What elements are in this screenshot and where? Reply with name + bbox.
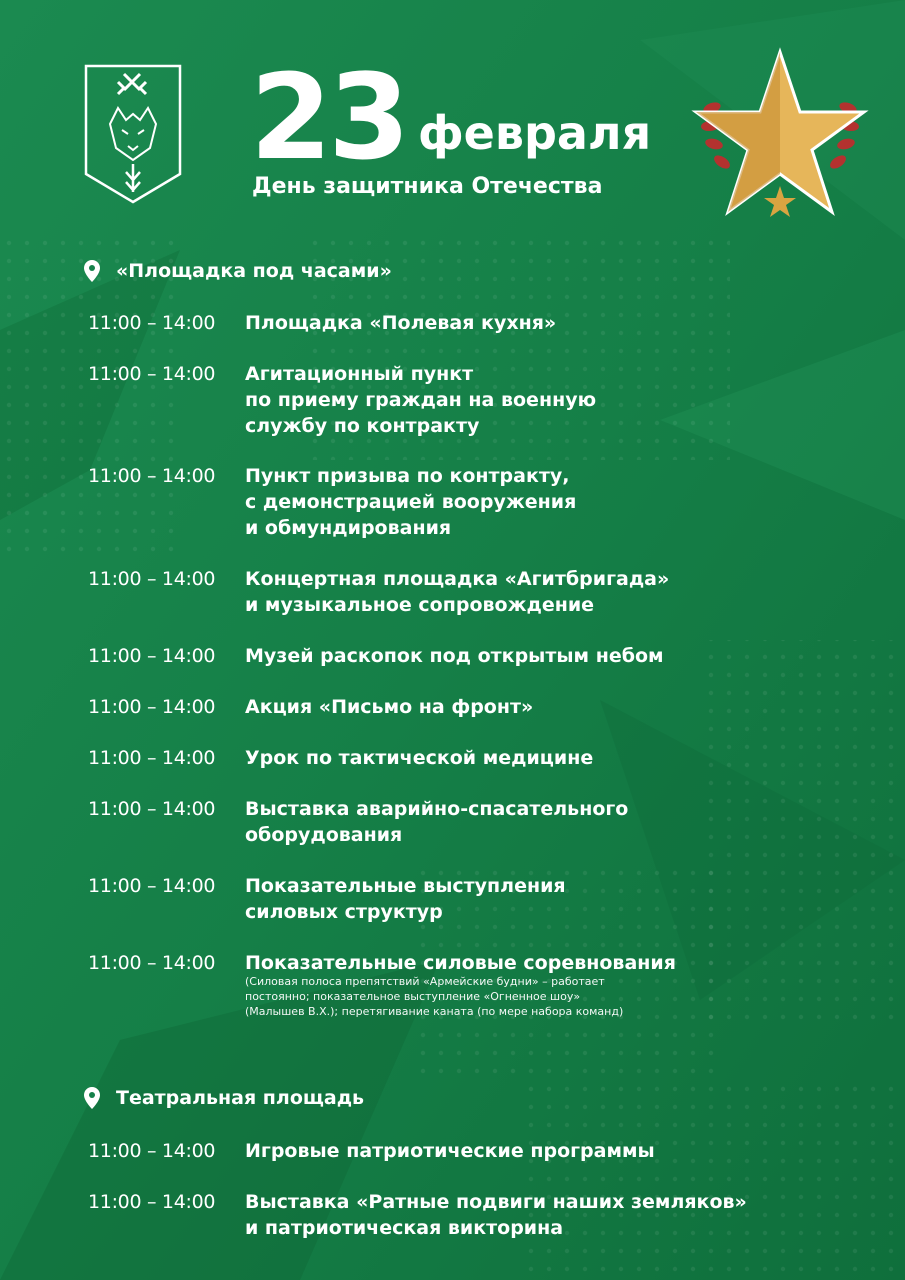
event-time: 11:00 – 14:00 xyxy=(88,952,216,974)
date-day: 23 xyxy=(250,48,407,186)
coat-of-arms-icon xyxy=(84,64,182,204)
event-time: 11:00 – 14:00 xyxy=(88,747,216,769)
location-pin-icon xyxy=(84,260,100,282)
event-title: Выставка аварийно-спасательного оборудования xyxy=(245,798,629,846)
event-title: Пункт призыва по контракту, с демонстрацией вооружения и обмундирования xyxy=(245,465,577,539)
event-time: 11:00 – 14:00 xyxy=(88,875,216,897)
event-title: Урок по тактической медицине xyxy=(245,747,594,769)
event-title: Акция «Письмо на фронт» xyxy=(245,696,534,718)
event-title: Показательные выступления силовых структур xyxy=(245,875,566,923)
event-note: (Силовая полоса препятствий «Армейские будни» – работает постоянно; показательное выступление «Огненное шоу» (Малышев В.Х.); перетягивание каната (по мере набора команд) xyxy=(245,975,624,1018)
holiday-subtitle: День защитника Отечества xyxy=(252,174,603,199)
event-title: Показательные силовые соревнования xyxy=(245,952,676,974)
event-title: Агитационный пункт по приему граждан на военную службу по контракту xyxy=(245,363,597,437)
venue-name: Театральная площадь xyxy=(116,1086,365,1109)
event-time: 11:00 – 14:00 xyxy=(88,465,216,487)
event-title: Выставка «Ратные подвиги наших земляков» и патриотическая викторина xyxy=(245,1191,747,1239)
event-time: 11:00 – 14:00 xyxy=(88,568,216,590)
event-title: Концертная площадка «Агитбригада» и музыкальное сопровождение xyxy=(245,568,670,616)
venue-heading xyxy=(84,260,392,282)
venue-heading xyxy=(84,1087,364,1109)
event-time: 11:00 – 14:00 xyxy=(88,696,216,718)
event-title: Музей раскопок под открытым небом xyxy=(245,645,664,667)
location-pin-icon xyxy=(84,1087,100,1109)
event-time: 11:00 – 14:00 xyxy=(88,363,216,385)
event-time: 11:00 – 14:00 xyxy=(88,1191,216,1213)
event-title: Площадка «Полевая кухня» xyxy=(245,312,557,334)
event-time: 11:00 – 14:00 xyxy=(88,1140,216,1162)
event-time: 11:00 – 14:00 xyxy=(88,645,216,667)
date-month: февраля xyxy=(418,106,652,160)
venue-name: «Площадка под часами» xyxy=(116,259,392,282)
event-time: 11:00 – 14:00 xyxy=(88,798,216,820)
event-title: Игровые патриотические программы xyxy=(245,1140,655,1162)
event-time: 11:00 – 14:00 xyxy=(88,312,216,334)
golden-star-icon xyxy=(690,46,870,222)
